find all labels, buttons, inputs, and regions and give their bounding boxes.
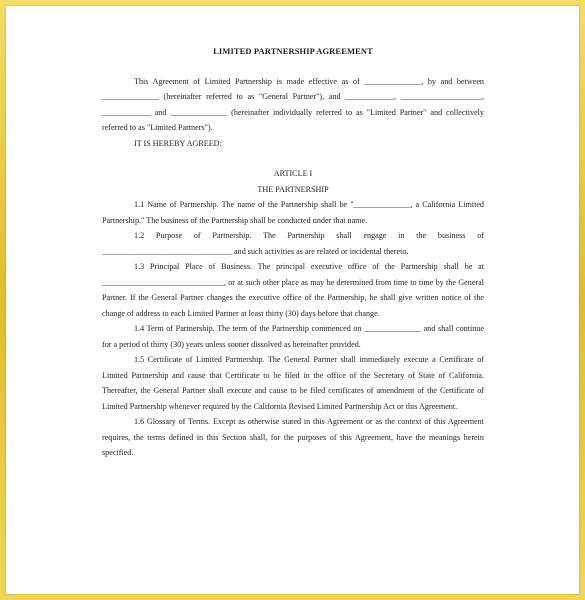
section-1-6: 1.6 Glossary of Terms. Except as otherwise stated in this Agreement or as the context of this Agreement requires, the terms defined in this Section shall, for the purposes of this Agreement, have the meanings herein specified. bbox=[102, 417, 484, 457]
document-body bbox=[102, 44, 484, 461]
document-title: LIMITED PARTNERSHIP AGREEMENT bbox=[213, 46, 373, 56]
document-page bbox=[6, 6, 579, 594]
section-1-5: 1.5 Certificate of Limited Partnership. The General Partner shall immediately execute a Certificate of Limited Partnership and cause that Certificate to be filed in the office of the Secretary of State of California. Thereafter, the General Partner shall execute and cause to be filed certificates of amendment of the Certificate of Limited Partnership whenever required by the California Revised Limited Partnership Act or this Agreement. bbox=[102, 355, 484, 411]
agreed-line: IT IS HEREBY AGREED: bbox=[134, 138, 222, 148]
section-1-4: 1.4 Term of Partnership. The term of the Partnership commenced on ______________ and shall continue for a period of thirty (30) years unless sooner dissolved as hereinafter provided. bbox=[102, 324, 484, 349]
intro-paragraph: This Agreement of Limited Partnership is made effective as of ______________, by and between ______________ (hereinafter referred to as "General Partner"), and ____________, ____________________, ____________ and ______________ (hereinafter individually referred to as "Limited Partner" and collectively referred to as "Limited Partners"). bbox=[102, 76, 484, 132]
article-number: ARTICLE I bbox=[273, 169, 313, 178]
article-title: THE PARTNERSHIP bbox=[257, 184, 329, 194]
section-1-2: 1.2 Purpose of Partnership. The Partnership shall engage in the business of ________________________________ and such activities as are related or incidental thereto. bbox=[102, 231, 484, 256]
section-1-3: 1.3 Principal Place of Business. The principal executive office of the Partnership shall be at ______________________________, or at such other place as may be determined from time to time by the General Partner. If the General Partner changes the executive office of the Partnership, he shall give written notice of the change of address to each Limited Partner at least thirty (30) days before that change. bbox=[102, 262, 484, 318]
section-1-1: 1.1 Name of Partnership. The name of the Partnership shall be "______________, a California Limited Partnership." The business of the Partnership shall be conducted under that name. bbox=[102, 200, 484, 225]
